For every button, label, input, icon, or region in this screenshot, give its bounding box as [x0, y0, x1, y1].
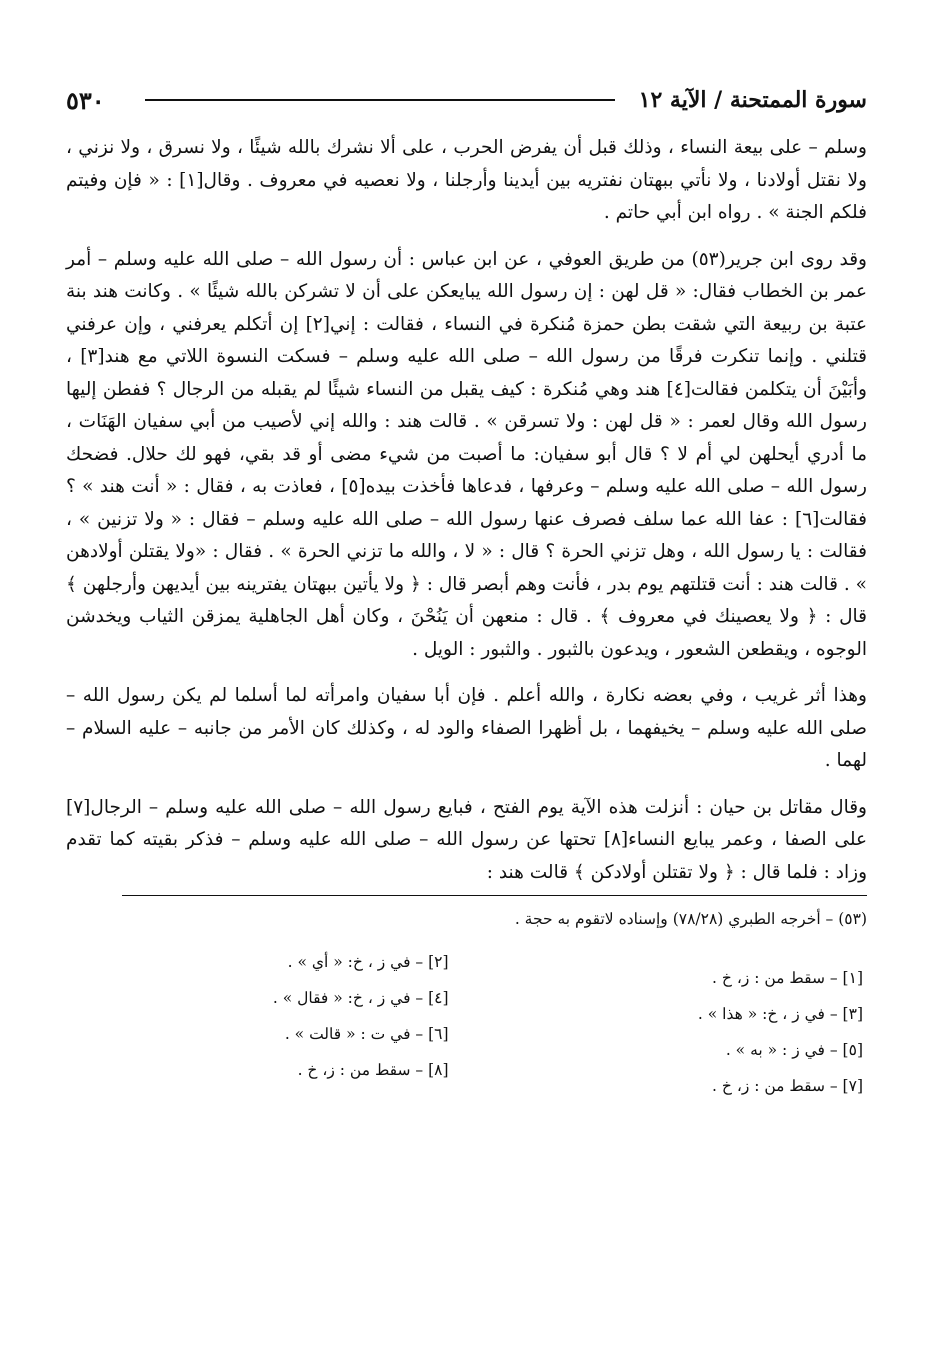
footnote-item: [٥] – في ز : « به » . [725, 1041, 863, 1059]
sura-title: سورة الممتحنة / الآية ١٢ [638, 87, 867, 113]
footnote-main: (٥٣) – أخرجه الطبري (٧٨/٢٨) وإسناده لاتقوم به حجة . [514, 910, 867, 928]
paragraph-3: وهذا أثر غريب ، وفي بعضه نكارة ، والله أعلم . فإن أبا سفيان وامرأته لما أسلما لم يكن رسول الله – صلى الله عليه وسلم – يخيفهما ، بل أظهرا الصفاء والود له ، وكذلك كان الأمر من جانبه – عليه السلام – لهما . [66, 685, 867, 771]
footnote-item: [١] – سقط من : ز، خ . [712, 969, 863, 987]
page-header [66, 78, 867, 122]
footnote-item: [٣] – في ز ، خ: « هذا » . [697, 1005, 863, 1023]
footnote-separator [122, 895, 867, 896]
footnotes-right-column [449, 960, 863, 1104]
footnotes [66, 953, 867, 1104]
paragraph-1: وسلم – على بيعة النساء ، وذلك قبل أن يفرض الحرب ، على ألا نشرك بالله شيئًا ، ولا نسرق ، ولا نزني ، ولا نقتل أولادنا ، ولا نأتي ببهتان نفتريه بين أيدينا وأرجلنا ، ولا نعصيه في معروف . وقال[١] : « فإن وفيتم فلكم الجنة » . رواه ابن أبي حاتم . [66, 137, 867, 223]
footnote-item: [٤] – في ز ، خ: « فقال » . [272, 989, 449, 1007]
footnote-item: [٧] – سقط من : ز، خ . [712, 1077, 863, 1095]
footnotes-left-column [66, 944, 449, 1104]
paragraph-4: وقال مقاتل بن حيان : أنزلت هذه الآية يوم الفتح ، فبايع رسول الله – صلى الله عليه وسلم – الرجال[٧] على الصفا ، وعمر يبايع النساء[٨] تحتها عن رسول الله – صلى الله عليه وسلم – فذكر بقيته كما تقدم وزاد : فلما قال : ﴿ ولا تقتلن أولادكن ﴾ قالت هند : [66, 796, 867, 883]
main-text [66, 132, 867, 889]
footnote-item: [٨] – سقط من : ز، خ . [297, 1061, 449, 1079]
header-rule [145, 99, 615, 101]
paragraph-2: وقد روى ابن جرير(٥٣) من طريق العوفي ، عن ابن عباس : أن رسول الله – صلى الله عليه وسلم – أمر عمر بن الخطاب فقال: « قل لهن : إن رسول الله يبايعكن على أن لا تشركن بالله شيئًا » . وكانت هند بنة عتبة بن ربيعة التي شقت بطن حمزة مُنكرة في النساء ، فقالت : إني[٢] إن أتكلم يعرفني ، وإن عرفني قتلني . وإنما تنكرت فرقًا من رسول الله – صلى الله عليه وسلم – فسكت النسوة اللاتي مع هند[٣] ، وأبَيْنَ أن يتكلمن فقالت[٤] هند وهي مُنكرة : كيف يقبل من النساء شيئًا لم يقبله من الرجال ؟ ففطن إليها رسول الله وقال لعمر : « قل لهن : ولا تسرقن » . قالت هند : والله إني لأصيب من أبي سفيان الهَنَات ، ما أدري أيحلهن لي أم لا ؟ قال أبو سفيان: ما أصبت من شيء مضى أو قد بقي، فهو لك حلال. فضحك رسول الله – صلى الله عليه وسلم – وعرفها ، فدعاها فأخذت بيده[٥] ، فعاذت به ، فقال : « أنت هند » ؟ فقالت[٦] : عفا الله عما سلف فصرف عنها رسول الله – صلى الله عليه وسلم – فقال : « ولا تزنين » ، فقالت : يا رسول الله ، وهل تزني الحرة ؟ قال : « لا ، والله ما تزني الحرة » . فقال : «ولا يقتلن أولادهن » . قالت هند : أنت قتلتهم يوم بدر ، فأنت وهم أبصر قال : ﴿ ولا يأتين ببهتان يفترينه بين أيديهن وأرجلهن ﴾ قال : ﴿ ولا يعصينك في معروف ﴾ . قال : منعهن أن يَنُحْنَ ، وكان أهل الجاهلية يمزقن الثياب ويخدشن الوجوه ، ويقطعن الشعور ، ويدعون بالثبور . والثبور : الويل . [66, 248, 868, 660]
footnote-item: [٢] – في ز ، خ: « أي » . [287, 953, 449, 971]
page-number: ٥٣٠ [66, 85, 105, 115]
footnote-item: [٦] – في ت : « قالت » . [284, 1025, 449, 1043]
